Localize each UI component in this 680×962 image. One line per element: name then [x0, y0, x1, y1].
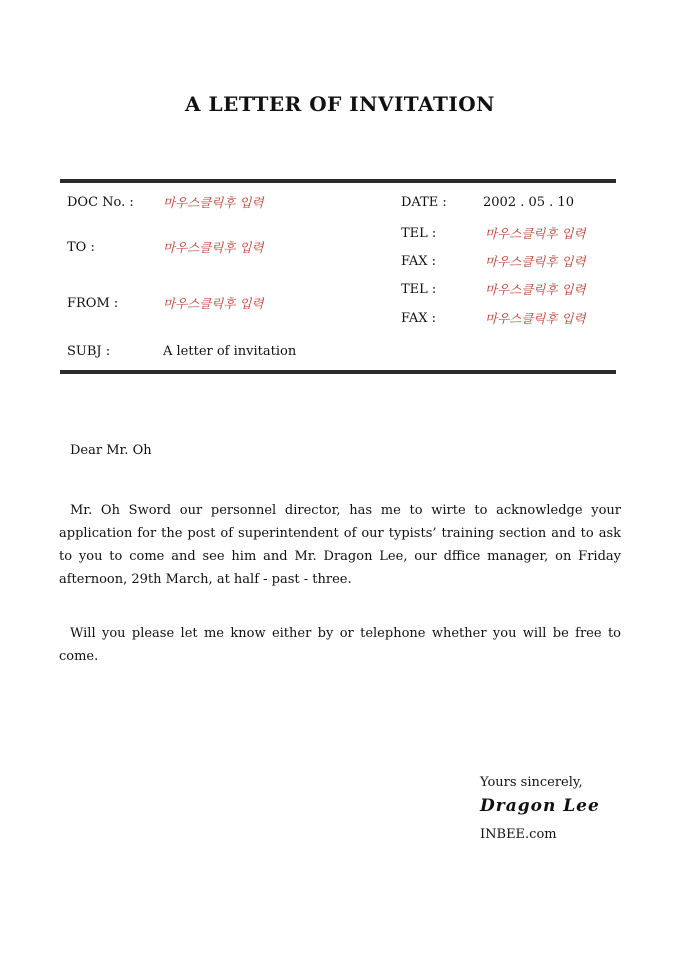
header-bottom-rule — [60, 370, 616, 374]
to-label: TO : — [67, 240, 95, 255]
header-top-rule — [60, 179, 616, 183]
doc-no-field[interactable]: 마우스클릭후 입력 — [163, 195, 264, 210]
from-fax-label: FAX : — [401, 311, 437, 326]
date-value: 2002 . 05 . 10 — [483, 195, 574, 210]
to-fax-label: FAX : — [401, 254, 437, 269]
letter-title: A LETTER OF INVITATION — [185, 92, 495, 116]
subj-label: SUBJ : — [67, 344, 111, 359]
from-label: FROM : — [67, 296, 119, 311]
body-paragraph-1: Mr. Oh Sword our personnel director, has me to wirte to acknowledge your application for the post of superintendent of our typists’ training section and to ask to you to come and see him and Mr. Dragon Lee, our dffice manager, on Friday afternoon, 29th March, at half - past - three. — [59, 503, 621, 587]
body-paragraph-2: Will you please let me know either by or telephone whether you will be free to come. — [59, 626, 621, 664]
to-field[interactable]: 마우스클릭후 입력 — [163, 240, 264, 255]
to-fax-field[interactable]: 마우스클릭후 입력 — [485, 254, 586, 269]
from-tel-label: TEL : — [401, 282, 437, 297]
from-tel-field[interactable]: 마우스클릭후 입력 — [485, 282, 586, 297]
company-name: INBEE.com — [480, 827, 557, 842]
subj-value: A letter of invitation — [163, 344, 297, 359]
from-fax-field[interactable]: 마우스클릭후 입력 — [485, 311, 586, 326]
to-tel-label: TEL : — [401, 226, 437, 241]
signature: Dragon Lee — [480, 796, 600, 816]
greeting: Dear Mr. Oh — [70, 443, 152, 458]
to-tel-field[interactable]: 마우스클릭후 입력 — [485, 226, 586, 241]
closing: Yours sincerely, — [480, 775, 583, 790]
date-label: DATE : — [401, 195, 447, 210]
doc-no-label: DOC No. : — [67, 195, 134, 210]
from-field[interactable]: 마우스클릭후 입력 — [163, 296, 264, 311]
